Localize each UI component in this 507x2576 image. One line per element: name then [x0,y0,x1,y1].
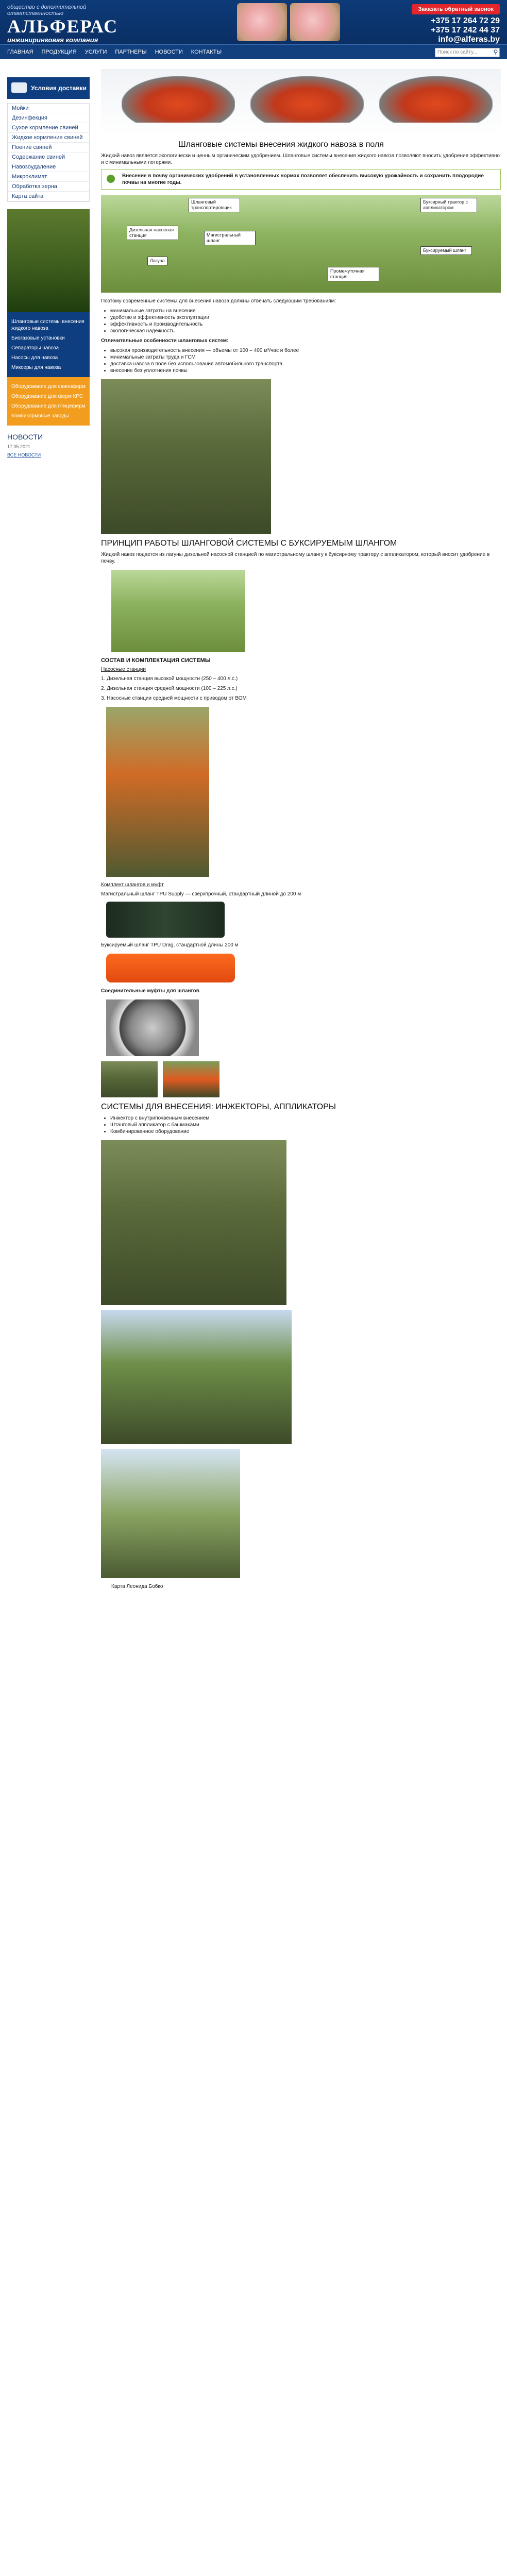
transport-photo-1 [101,1061,158,1097]
side-link[interactable]: Оборудование для птицеферм [11,403,86,409]
pump-item: 1. Дизельная станция высокой мощности (250 – 400 л.с.) [101,676,238,682]
hoses-label[interactable]: Комплект шлангов и муфт [101,882,164,888]
news-date: 17.05.2021 [7,444,31,449]
header [0,0,507,44]
diagram-label: Шланговый транспортировщик [189,198,240,212]
couplings-text: Соединительные муфты для шлангов [101,988,199,994]
diagram-label: Магистральный шланг [204,231,256,245]
nav-item-products[interactable]: ПРОДУКЦИЯ [41,49,77,55]
side-menu [7,103,90,202]
spreader-image-2 [250,76,364,123]
side-link[interactable]: Шланговые системы внесения жидкого навоза [11,319,84,331]
principle-diagram [111,570,245,652]
side-menu-item[interactable]: Микроклимат [8,172,89,182]
photo-caption: Карта Леонида Бобко [111,1584,163,1589]
system-diagram [101,195,501,293]
transport-photos [101,1061,501,1097]
composition-title: СОСТАВ И КОМПЛЕКТАЦИЯ СИСТЕМЫ [101,657,211,664]
truck-icon [11,82,27,93]
advantages-list [110,347,501,374]
main-hose-image [106,902,225,938]
nav-item-home[interactable]: ГЛАВНАЯ [7,49,33,55]
side-links-blue [7,312,90,377]
logo-subtitle: инжиниринговая компания [7,36,98,44]
list-item: • эффективность и производительность [110,321,501,328]
list-item: • высокая производительность внесения — объемы от 100 – 400 м³/час и более [110,347,501,354]
intro-text: Жидкий навоз является экологически и ценным органическим удобрением. Шланговые системы внесения жидкого навоза позволяют вносить удобрения эффективно и с минимальными потерями. [101,153,500,165]
main-nav [0,44,507,59]
news-heading[interactable]: НОВОСТИ [7,433,43,441]
phone-1[interactable]: +375 17 264 72 29 [431,16,500,25]
side-menu-item[interactable]: Поение свиней [8,143,89,152]
nav-item-services[interactable]: УСЛУГИ [84,49,107,55]
page-title: Шланговые системы внесения жидкого навоза в поля [178,140,384,149]
nav-item-partners[interactable]: ПАРТНЕРЫ [115,49,147,55]
side-link[interactable]: Оборудование для свиноферм [11,384,86,389]
logo[interactable] [7,4,141,44]
drag-hose-image [106,954,235,982]
injector-photo [101,1140,286,1305]
diagram-label: Буксируемый шланг [420,246,472,255]
tractor-applicator-photo [101,1449,240,1578]
list-item: • минимальные затраты труда и ГСМ [110,354,501,361]
side-promo-image[interactable] [7,209,90,312]
side-link[interactable]: Оборудование для ферм КРС [11,394,83,399]
side-menu-item[interactable]: Сухое кормление свиней [8,123,89,133]
search-input[interactable]: Поиск по сайту... [435,48,500,57]
side-link[interactable]: Биогазовые установки [11,335,65,341]
side-link[interactable]: Комбикормовые заводы [11,413,70,419]
contact-phones [431,16,500,44]
side-menu-item[interactable]: Навозоудаление [8,162,89,172]
section-title-principle: ПРИНЦИП РАБОТЫ ШЛАНГОВОЙ СИСТЕМЫ С БУКСИРУЕМЫМ ШЛАНГОМ [101,539,397,548]
side-menu-item[interactable]: Обработка зерна [8,182,89,192]
main-content [101,69,501,1593]
highlight-text: Внесение в почву органических удобрений в установленных нормах позволяет обеспечить высокую урожайность и сохранить плодородие почвы на многие годы. [122,173,484,185]
list-item: • Комбинированное оборудование [110,1128,501,1135]
spreader-image-3 [379,76,493,123]
coupling-image [106,999,199,1056]
diagram-label: Промежуточная станция [328,267,379,281]
logo-title: АЛЬФЕРАС [7,16,119,37]
side-link[interactable]: Насосы для навоза [11,355,58,361]
list-item: • Штанговый аппликатор с башмаками [110,1122,501,1128]
side-menu-item[interactable]: Жидкое кормление свиней [8,133,89,143]
side-links-orange [7,377,90,426]
side-menu-item[interactable]: Карта сайта [8,192,89,201]
side-menu-item[interactable]: Содержание свиней [8,152,89,162]
side-link[interactable]: Сепараторы навоза [11,345,59,351]
logo-small-text: общество с дополнительной ответственностью [7,4,87,16]
nav-item-contacts[interactable]: КОНТАКТЫ [191,49,222,55]
drag-hose-text: Буксируемый шланг TPU Drag, стандартной длины 200 м [101,942,239,948]
nav-item-news[interactable]: НОВОСТИ [155,49,183,55]
principle-text: Жидкий навоз подается из лагуны дизельной насосной станцией по магистральному шлангу к буксирному трактору с аппликатором, который вносит удобрение в почву. [101,552,490,564]
list-item: • внесение без уплотнения почвы [110,367,501,374]
list-item: • удобство и эффективность эксплуатации [110,314,501,321]
info-icon [107,175,115,183]
main-hose-text: Магистральный шланг TPU Supply — сверхпрочный, стандартный длиной до 200 м [101,891,301,897]
diagram-label: Лагуна [147,257,167,265]
delivery-label: Условия доставки [31,84,87,92]
callback-button[interactable]: Заказать обратный звонок [412,4,500,14]
boom-applicator-photo [101,1310,292,1444]
header-pigs-image [237,3,340,41]
delivery-button[interactable] [7,77,90,99]
list-item: • экологическая надежность [110,328,501,334]
side-menu-item[interactable]: Мойки [8,104,89,113]
pump-item: 3. Насосные станции средней мощности с приводом от ВОМ [101,696,247,701]
advantages-title: Отличительные особенности шланговых систем: [101,338,229,344]
list-item: • минимальные затраты на внесение [110,308,501,314]
highlight-box [101,169,501,190]
list-item: • Инжектор с внутрипочвенным внесением [110,1115,501,1122]
requirements-intro: Поэтому современные системы для внесения навоза должны отвечать следующим требованиям: [101,298,336,304]
applicators-list [110,1115,501,1135]
transport-photo-2 [163,1061,219,1097]
email-link[interactable]: info@alferas.by [438,35,500,44]
hero-image [101,69,501,135]
pig-image-2 [290,3,340,41]
pump-stations-label[interactable]: Насосные станции [101,667,146,672]
sidebar [7,77,90,457]
requirements-list [110,308,501,334]
all-news-link[interactable]: ВСЕ НОВОСТИ [7,452,41,457]
section-title-applicators: СИСТЕМЫ ДЛЯ ВНЕСЕНИЯ: ИНЖЕКТОРЫ, АППЛИКАТОРЫ [101,1103,336,1111]
pig-image-1 [237,3,287,41]
list-item: • доставка навоза в поле без использования автомобильного транспорта [110,361,501,367]
side-menu-item[interactable]: Дезинфекция [8,113,89,123]
diagram-label: Буксирный трактор с аппликатором [420,198,477,212]
tractor-field-photo [101,379,271,534]
pump-station-photo [106,707,209,877]
diagram-label: Дизельная насосная станция [127,226,178,240]
spreader-image-1 [122,76,235,123]
side-link[interactable]: Миксеры для навоза [11,365,61,370]
phone-2[interactable]: +375 17 242 44 37 [431,26,500,35]
search-icon[interactable]: ⚲ [493,48,498,56]
pump-item: 2. Дизельная станция средней мощности (100 – 225 л.с.) [101,686,238,691]
